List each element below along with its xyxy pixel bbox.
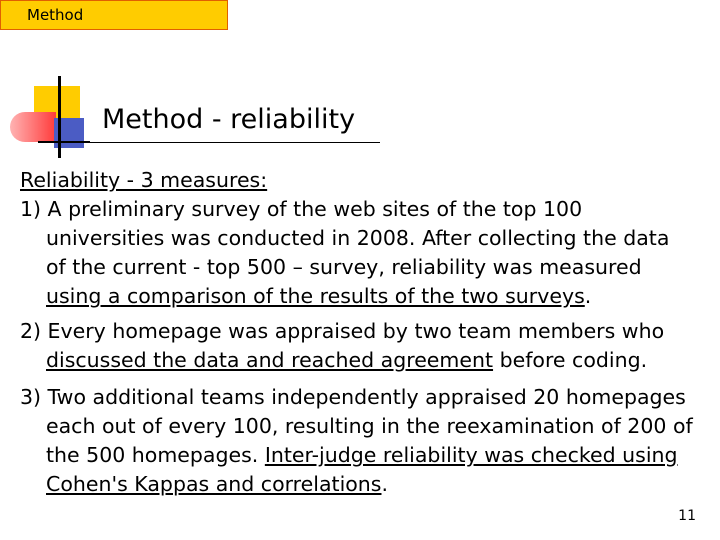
point-3-line-4 bbox=[20, 470, 716, 499]
point-2 bbox=[20, 317, 716, 375]
point-3-line-3 bbox=[20, 441, 716, 470]
point-1-line-3: of the current - top 500 – survey, reliability was measured bbox=[46, 255, 642, 279]
decorative-red-shape bbox=[10, 112, 56, 142]
slide-body bbox=[20, 166, 716, 499]
decorative-vertical-line bbox=[58, 76, 61, 158]
point-3-line-3-start: the 500 homepages. bbox=[46, 443, 265, 467]
decorative-horizontal-line bbox=[38, 141, 90, 143]
section-tab-label: Method bbox=[27, 6, 84, 24]
point-2-link[interactable]: discussed the data and reached agreement bbox=[46, 348, 494, 372]
point-2-line-1: 2) Every homepage was appraised by two team members who bbox=[20, 319, 665, 343]
point-1-line-4 bbox=[20, 282, 716, 311]
point-3-link-b[interactable]: Cohen's Kappas and correlations bbox=[46, 472, 382, 496]
section-tab bbox=[0, 0, 228, 30]
point-3-link-a[interactable]: Inter-judge reliability was checked using bbox=[264, 443, 678, 467]
point-1 bbox=[20, 195, 716, 311]
point-3-end: . bbox=[381, 472, 389, 496]
point-1-link[interactable]: using a comparison of the results of the two surveys bbox=[46, 284, 585, 308]
point-2-line-2 bbox=[20, 346, 716, 375]
point-1-line-2: universities was conducted in 2008. After collecting the data bbox=[46, 226, 670, 250]
point-3-line-1: 3) Two additional teams independently appraised 20 homepages bbox=[20, 385, 686, 409]
point-3 bbox=[20, 383, 716, 499]
point-2-end: before coding. bbox=[493, 348, 648, 372]
point-3-line-2: each out of every 100, resulting in the reexamination of 200 of bbox=[46, 414, 693, 438]
reliability-heading-text: Reliability - 3 measures: bbox=[20, 168, 268, 192]
slide-title: Method - reliability bbox=[102, 104, 356, 135]
point-1-end: . bbox=[584, 284, 592, 308]
reliability-heading bbox=[20, 166, 716, 195]
title-underline bbox=[90, 142, 380, 143]
page-number: 11 bbox=[678, 508, 696, 524]
point-1-line-1: 1) A preliminary survey of the web sites of the top 100 bbox=[20, 197, 583, 221]
spacer bbox=[20, 375, 716, 383]
